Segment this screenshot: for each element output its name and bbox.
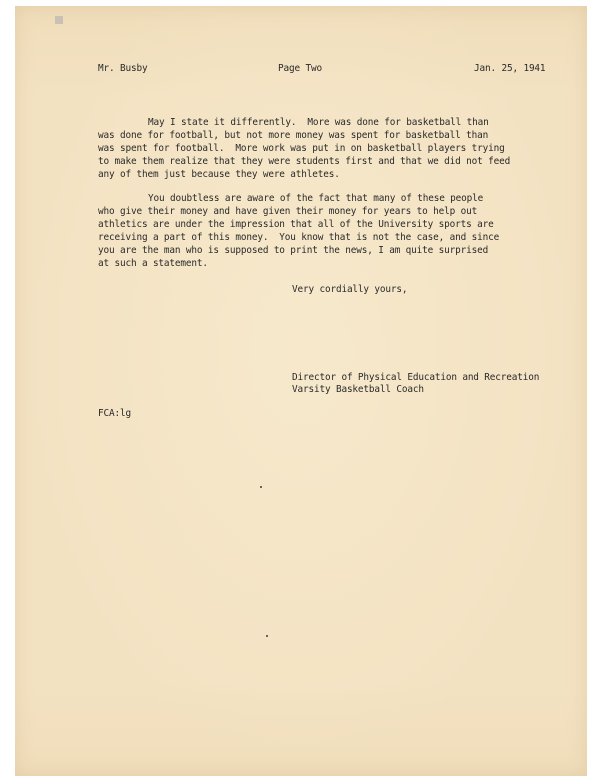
paper-speck bbox=[266, 635, 268, 637]
corner-mark bbox=[55, 16, 63, 24]
page-number: Page Two bbox=[278, 63, 322, 74]
signer-title-1: Director of Physical Education and Recreation bbox=[292, 372, 540, 383]
paragraph-line: You doubtless are aware of the fact that many of these people bbox=[148, 193, 484, 204]
reference-initials: FCA:lg bbox=[98, 408, 131, 419]
paragraph-line: was done for football, but not more money was spent for basketball than bbox=[98, 130, 489, 141]
paragraph-line: receiving a part of this money. You know that is not the case, and since bbox=[98, 232, 500, 243]
paragraph-line: at such a statement. bbox=[98, 258, 208, 269]
recipient-name: Mr. Busby bbox=[98, 63, 148, 74]
letter-date: Jan. 25, 1941 bbox=[474, 63, 546, 74]
paragraph-line: was spent for football. More work was put in on basketball players trying bbox=[98, 143, 505, 154]
signer-title-2: Varsity Basketball Coach bbox=[292, 384, 424, 395]
paragraph-line: you are the man who is supposed to print the news, I am quite surprised bbox=[98, 245, 489, 256]
paper-speck bbox=[260, 486, 262, 488]
letter-page bbox=[15, 6, 587, 776]
paragraph-line: any of them just because they were athletes. bbox=[98, 169, 340, 180]
paragraph-line: athletics are under the impression that all of the University sports are bbox=[98, 219, 494, 230]
paragraph-line: to make them realize that they were students first and that we did not feed bbox=[98, 156, 511, 167]
paragraph-line: May I state it differently. More was done for basketball than bbox=[148, 117, 489, 128]
paragraph-line: who give their money and have given their money for years to help out bbox=[98, 206, 478, 217]
complimentary-close: Very cordially yours, bbox=[292, 284, 408, 295]
